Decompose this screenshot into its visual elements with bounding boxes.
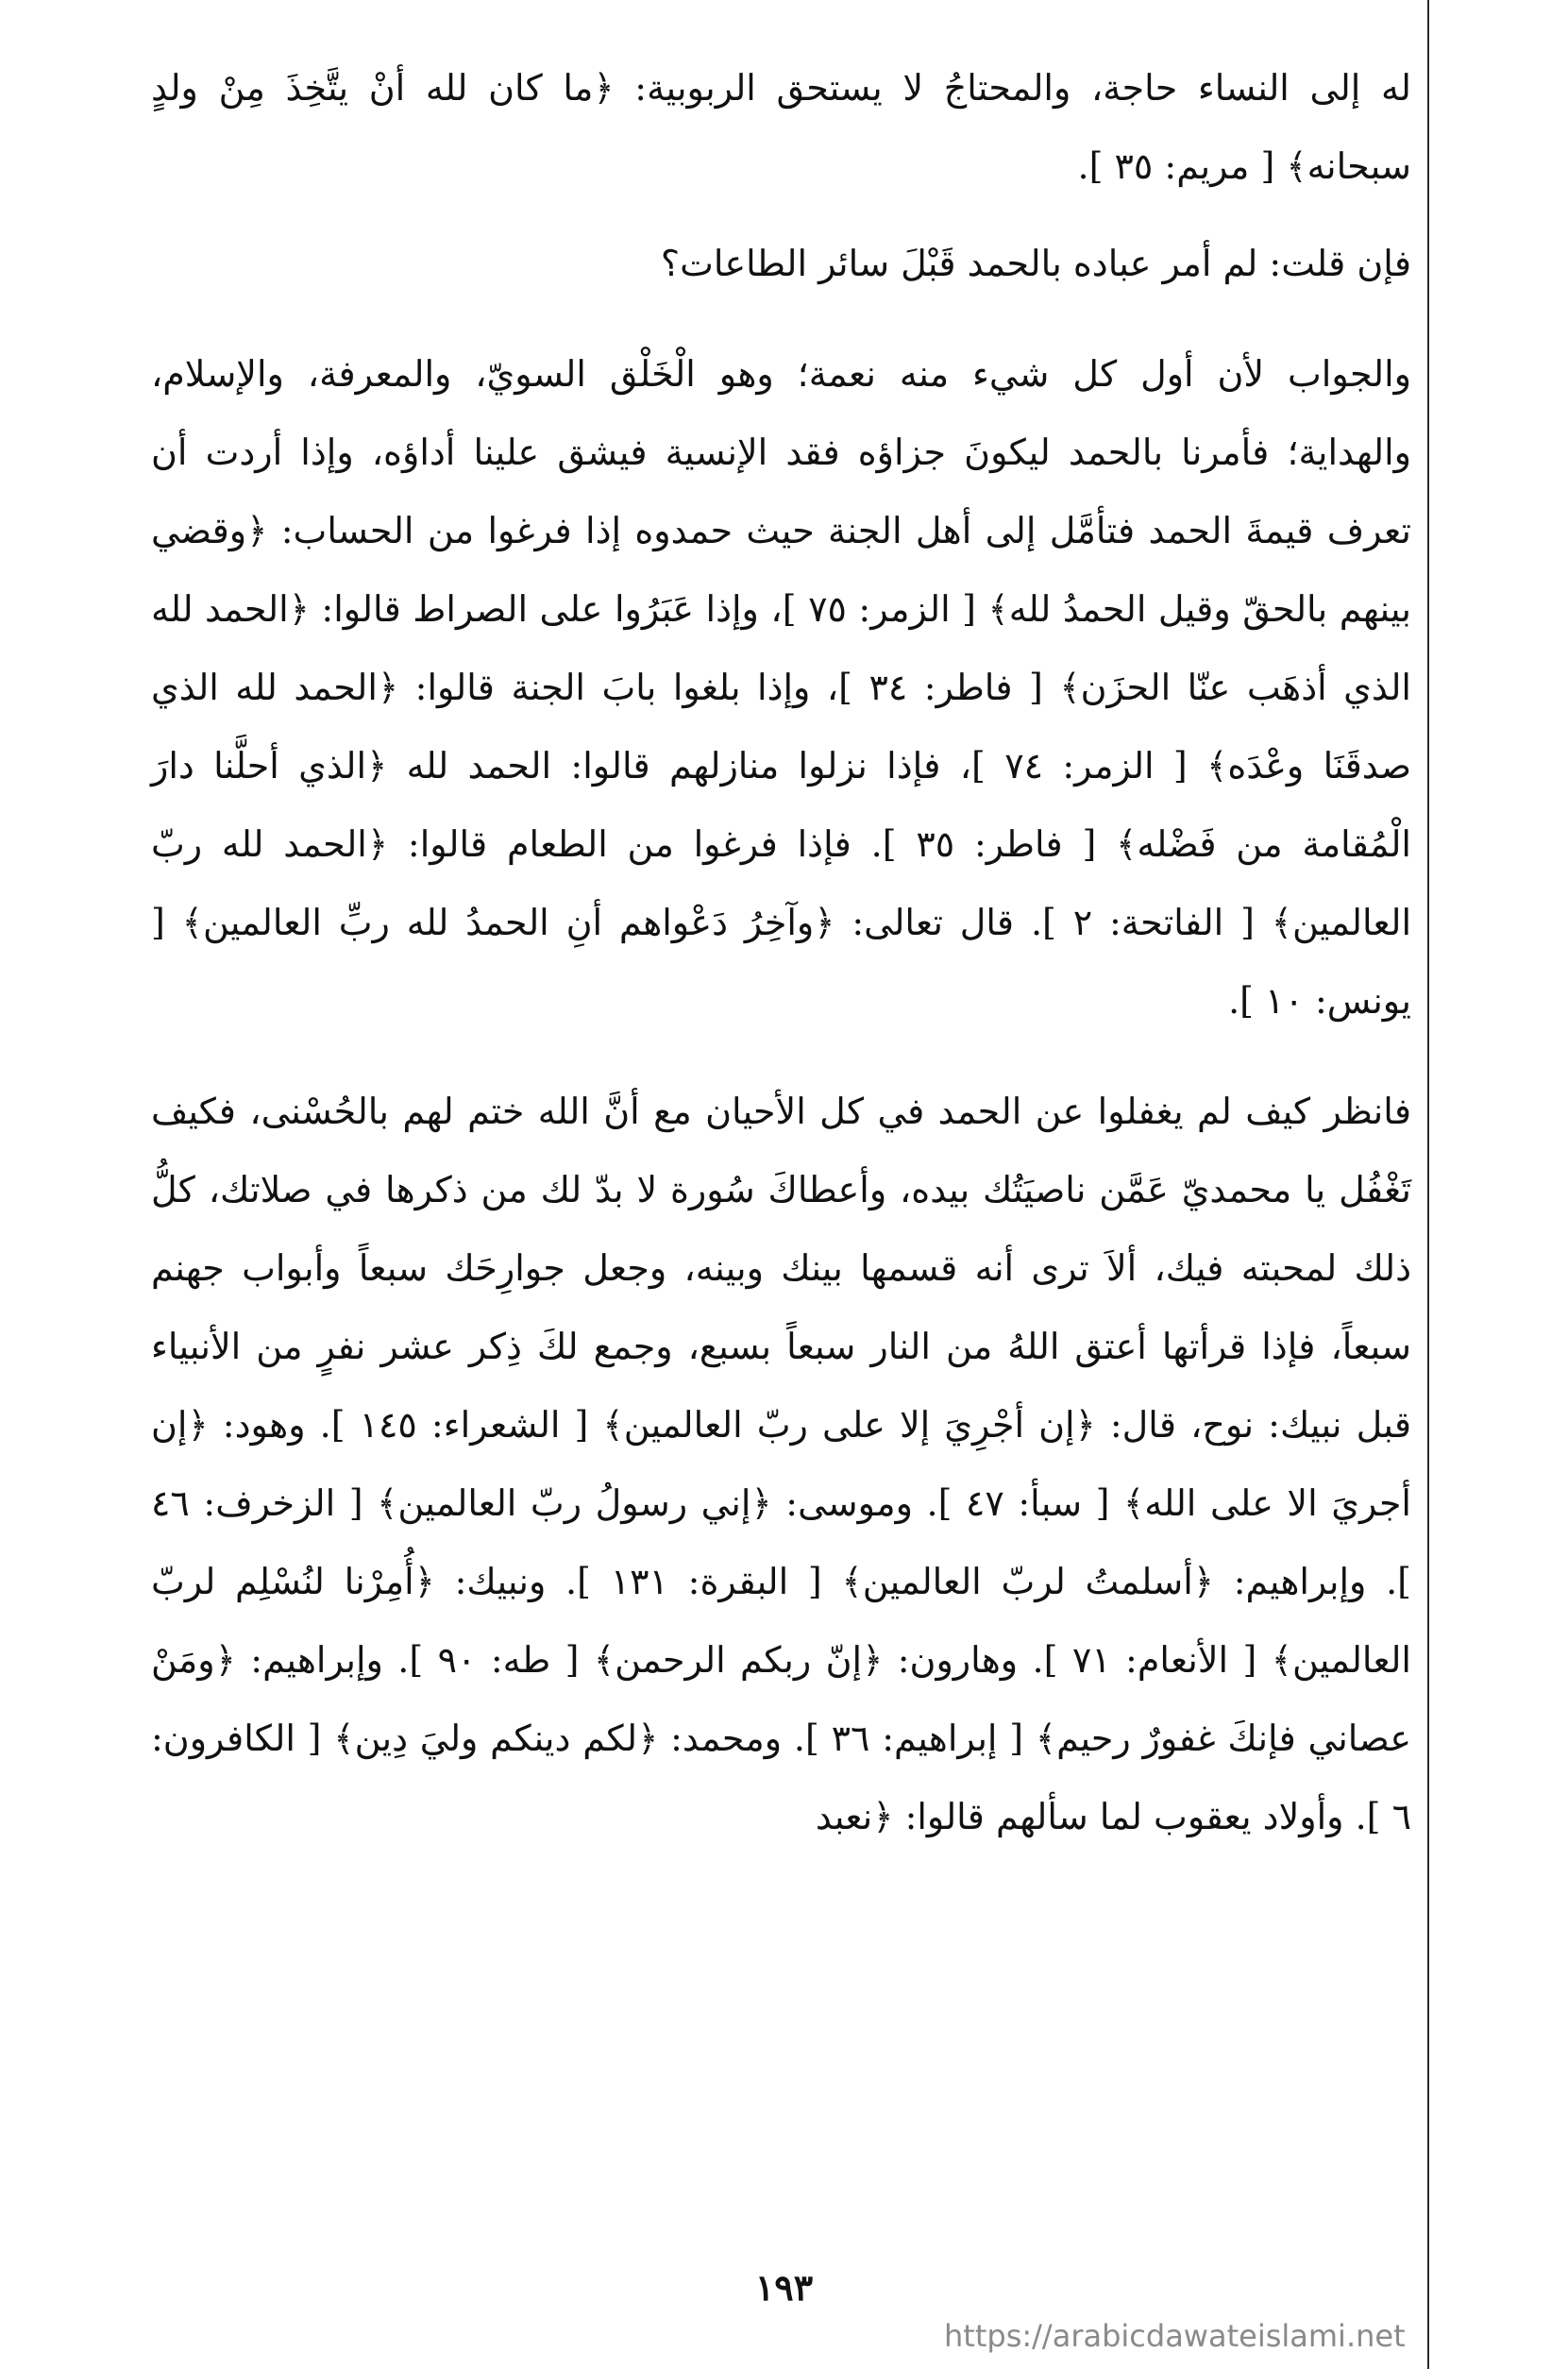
watermark-url: https://arabicdawateislami.net xyxy=(944,2318,1406,2354)
scan-margin-line xyxy=(1427,0,1429,2369)
paragraph-2: فإن قلت: لم أمر عباده بالحمد قَبْلَ سائر الطاعات؟ xyxy=(660,243,1411,284)
page-number: ١٩٣ xyxy=(754,2266,814,2309)
body-text xyxy=(151,49,1411,1856)
paragraph-4: فانظر كيف لم يغفلوا عن الحمد في كل الأحيان مع أنَّ الله ختم لهم بالحُسْنى، فكيف تَغْفُل يا محمديّ عَمَّن ناصيَتُك بيده، وأعطاكَ سُورة لا بدّ لك من ذكرها في صلاتك، كلُّ ذلك لمحبته فيك، ألاَ ترى أنه قسمها بينك وبينه، وجعل جوارِحَك سبعاً وأبواب جهنم سبعاً، فإذا قرأتها أعتق اللهُ من النار سبعاً بسبع، وجمع لكَ ذِكر عشر نفرٍ من الأنبياء قبل نبيك: نوح، قال: ﴿إن أجْرِيَ إلا على ربّ العالمين﴾ [ الشعراء: ١٤٥ ]. وهود: ﴿إن أجريَ الا على الله﴾ [ سبأ: ٤٧ ]. وموسى: ﴿إني رسولُ ربّ العالمين﴾ [ الزخرف: ٤٦ ]. وإبراهيم: ﴿أسلمتُ لربّ العالمين﴾ [ البقرة: ١٣١ ]. ونبيك: ﴿أُمِرْنا لنُسْلِم لربّ العالمين﴾ [ الأنعام: ٧١ ]. وهارون: ﴿إنّ ربكم الرحمن﴾ [ طه: ٩٠ ]. وإبراهيم: ﴿ومَنْ عصاني فإنكَ غفورٌ رحيم﴾ [ إبراهيم: ٣٦ ]. ومحمد: ﴿لكم دينكم وليَ دِين﴾ [ الكافرون: ٦ ]. وأولاد يعقوب لما سألهم قالوا: ﴿نعبد xyxy=(151,1091,1412,1837)
paragraph-3: والجواب لأن أول كل شيء منه نعمة؛ وهو الْخَلْق السويّ، والمعرفة، والإسلام، والهداية؛ فأمرنا بالحمد ليكونَ جزاؤه فقد الإنسية فيشق علينا أداؤه، وإذا أردت أن تعرف قيمةَ الحمد فتأمَّل إلى أهل الجنة حيث حمدوه إذا فرغوا من الحساب: ﴿وقضي بينهم بالحقّ وقيل الحمدُ لله﴾ [ الزمر: ٧٥ ]، وإذا عَبَرُوا على الصراط قالوا: ﴿الحمد لله الذي أذهَب عنّا الحزَن﴾ [ فاطر: ٣٤ ]، وإذا بلغوا بابَ الجنة قالوا: ﴿الحمد لله الذي صدقَنَا وعْدَه﴾ [ الزمر: ٧٤ ]، فإذا نزلوا منازلهم قالوا: الحمد لله ﴿الذي أحلَّنا دارَ الْمُقامة من فَضْله﴾ [ فاطر: ٣٥ ]. فإذا فرغوا من الطعام قالوا: ﴿الحمد لله ربّ العالمين﴾ [ الفاتحة: ٢ ]. قال تعالى: ﴿وآخِرُ دَعْواهم أنِ الحمدُ لله ربِّ العالمين﴾ [ يونس: ١٠ ]. xyxy=(151,353,1412,1022)
paragraph-1: له إلى النساء حاجة، والمحتاجُ لا يستحق الربوبية: ﴿ما كان لله أنْ يتَّخِذَ مِنْ ولدٍ سبحانه﴾ [ مريم: ٣٥ ]. xyxy=(151,67,1411,187)
